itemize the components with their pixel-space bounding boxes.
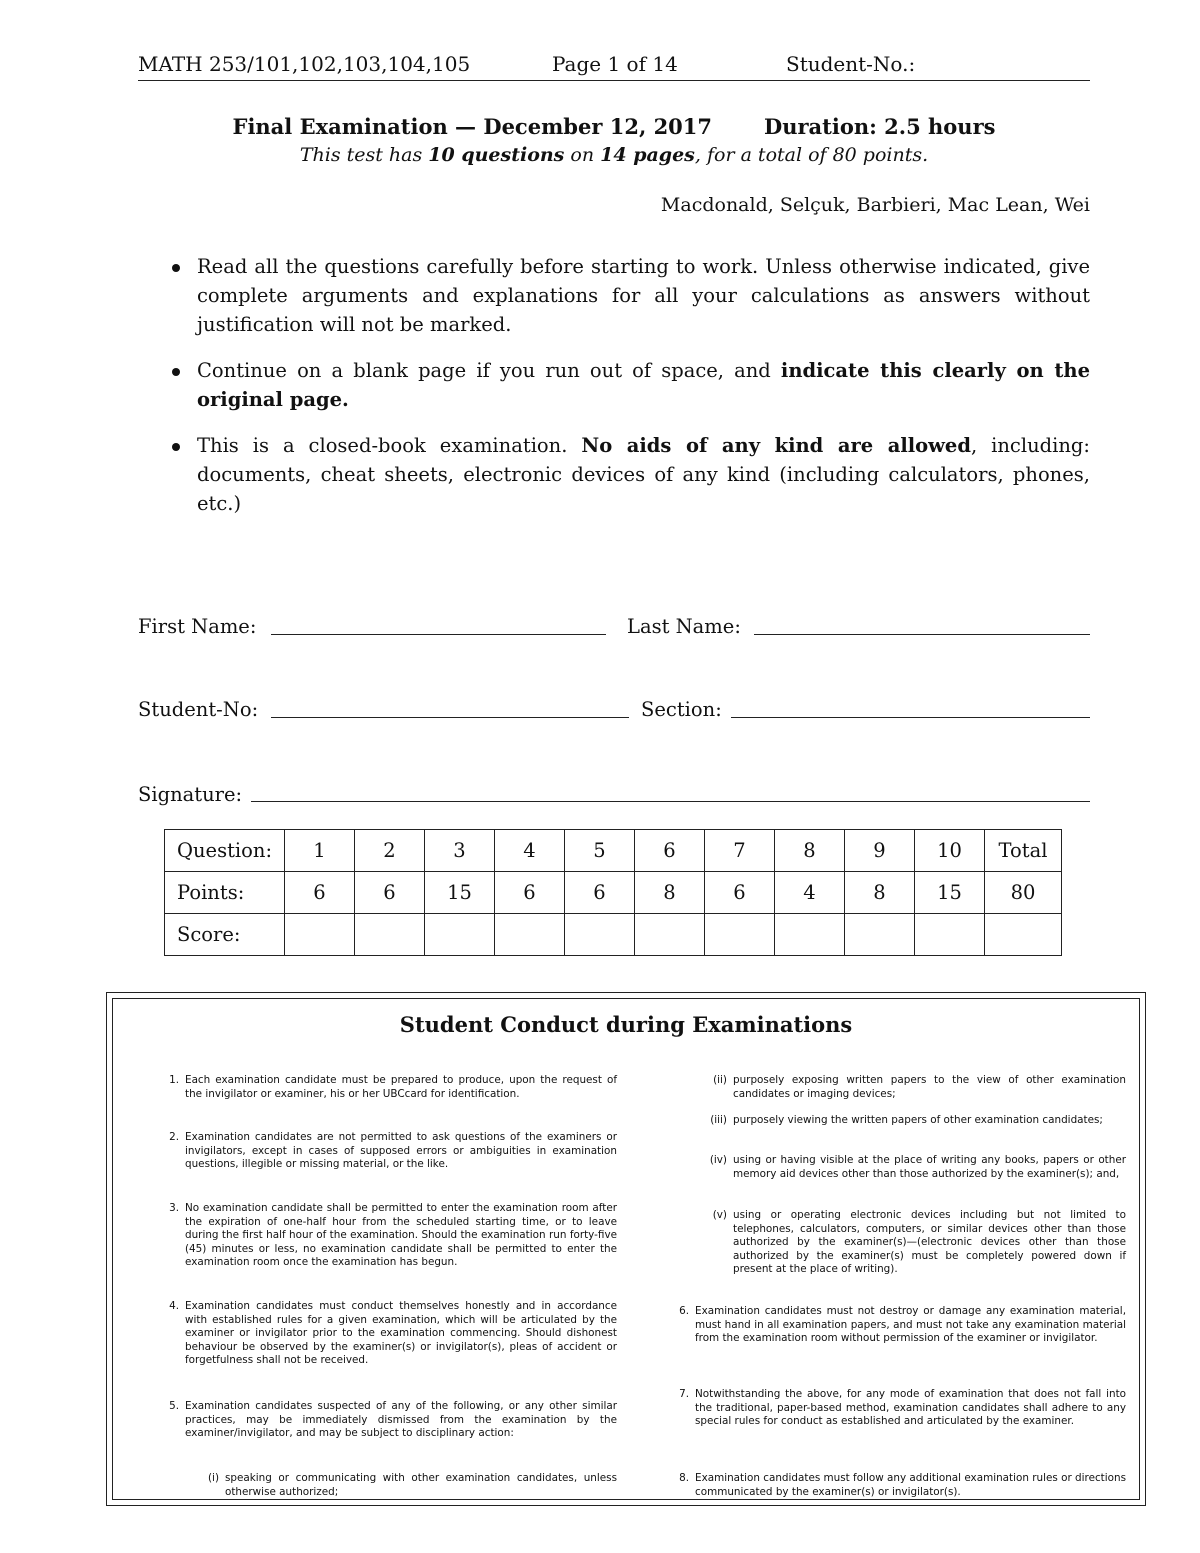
score-cell[interactable] [775,914,845,956]
rule-text: Examination candidates must follow any additional examination rules or directions communicated by the examiner(s) or invigilator(s). [695,1472,1126,1498]
signature-label: Signature: [138,783,243,806]
rule-text: Examination candidates suspected of any of the following, or any other similar practices, may be immediately dismissed from the examination by the examiner/invigilator, and may be subject to disciplinary action: [185,1400,617,1440]
rule-text: No examination candidate shall be permitted to enter the examination room after the expiration of one-half hour from the scheduled starting time, or to leave during the first half hour of the examination. Should the examination run forty-five (45) minutes or less, no examination candidate shall be permitted to enter the examination room once the examination has begun. [185,1202,617,1269]
rule-text: purposely exposing written papers to the view of other examination candidates or imaging devices; [733,1074,1126,1100]
conduct-rule [679,1472,1126,1499]
rule-number: 8. [679,1472,689,1484]
subrule-number: (v) [712,1209,727,1221]
subrule-number: (ii) [713,1074,727,1086]
instruction-text: Read all the questions carefully before starting to work. Unless otherwise indicated, give complete arguments and explanations for all your calculations as answers without justification will not be marked. [197,255,1090,336]
header-student-no-label: Student-No.: [786,52,916,76]
conduct-rule [679,1388,1126,1429]
question-cell: 5 [565,830,635,872]
subrule-number: (iv) [709,1154,727,1166]
bullet-icon [172,368,180,376]
points-cell: 8 [635,872,705,914]
points-cell: 6 [285,872,355,914]
instruction-text: Continue on a blank page if you run out of space, and [197,359,781,382]
conduct-rule [679,1305,1126,1346]
question-header: Question: [165,830,285,872]
table-row [165,872,1062,914]
points-header: Points: [165,872,285,914]
score-cell[interactable] [845,914,915,956]
question-cell: Total [985,830,1062,872]
question-cell: 10 [915,830,985,872]
score-cell[interactable] [565,914,635,956]
score-cell[interactable] [915,914,985,956]
exam-subtitle [0,144,1200,166]
score-cell[interactable] [985,914,1062,956]
instruction-text: , including: documents, cheat sheets, electronic devices of any kind (including calculators, phones, etc.) [197,434,1090,515]
points-cell: 6 [705,872,775,914]
rule-text: Examination candidates must conduct themselves honestly and in accordance with established rules for a given examination, which will be articulated by the examiner or invigilator prior to the examination commencing. Should dishonest behaviour be observed by the examiner(s) or invigilator(s), pleas of accident or forgetfulness shall not be received. [185,1300,617,1367]
question-cell: 4 [495,830,565,872]
conduct-rule [169,1074,617,1101]
question-cell: 2 [355,830,425,872]
instructors: Macdonald, Selçuk, Barbieri, Mac Lean, Wei [660,194,1090,216]
conduct-rule [169,1202,617,1270]
score-cell[interactable] [425,914,495,956]
rule-number: 5. [169,1400,179,1412]
question-cell: 6 [635,830,705,872]
instruction-emphasis: indicate this clearly on the original page. [197,359,1090,411]
points-cell: 6 [355,872,425,914]
points-cell: 4 [775,872,845,914]
question-cell: 8 [775,830,845,872]
rule-number: 6. [679,1305,689,1317]
points-table [164,829,1062,956]
first-name-field[interactable] [271,634,606,635]
points-cell: 6 [495,872,565,914]
rule-number: 4. [169,1300,179,1312]
instructions-list [170,252,1090,535]
exam-name: Final Examination — December 12, 2017 [232,114,713,139]
points-cell: 80 [985,872,1062,914]
conduct-subrule [208,1472,617,1499]
conduct-rule [169,1131,617,1172]
subrule-number: (iii) [710,1114,727,1126]
rule-text: Examination candidates are not permitted to ask questions of the examiners or invigilators, except in cases of supposed errors or ambiguities in examination questions, illegible or missing material, or the like. [185,1131,617,1171]
conduct-rule [169,1400,617,1441]
rule-text: Each examination candidate must be prepared to produce, upon the request of the invigilator or examiner, his or her UBCcard for identification. [185,1074,617,1100]
header-rule [138,80,1090,81]
page-number: Page 1 of 14 [552,52,678,76]
score-cell[interactable] [635,914,705,956]
conduct-rule [169,1300,617,1368]
student-no-label: Student-No: [138,698,259,721]
conduct-subrule [709,1154,1126,1181]
score-cell[interactable] [355,914,425,956]
conduct-subrule [712,1209,1126,1277]
subtitle-pages: 14 pages [600,144,695,166]
points-cell: 15 [425,872,495,914]
section-field[interactable] [731,717,1090,718]
exam-duration: Duration: 2.5 hours [764,114,996,139]
first-name-label: First Name: [138,615,257,638]
rule-number: 1. [169,1074,179,1086]
bullet-icon [172,443,180,451]
section-label: Section: [641,698,722,721]
score-cell[interactable] [495,914,565,956]
score-header: Score: [165,914,285,956]
instruction-item [170,431,1090,518]
student-no-field[interactable] [271,717,629,718]
instruction-item [170,252,1090,339]
subtitle-text: on [564,144,601,166]
instruction-emphasis: No aids of any kind are allowed [581,434,971,457]
rule-text: purposely viewing the written papers of other examination candidates; [733,1114,1103,1126]
rule-text: using or operating electronic devices including but not limited to telephones, calculators, computers, or similar devices other than those authorized by the examiner(s)—(electronic devices other than those authorized by the examiner(s) must be completely powered down if present at the place of writing). [733,1209,1126,1276]
question-cell: 1 [285,830,355,872]
subtitle-text: This test has [299,144,429,166]
question-cell: 7 [705,830,775,872]
points-cell: 15 [915,872,985,914]
rule-number: 3. [169,1202,179,1214]
subrule-number: (i) [208,1472,219,1484]
last-name-field[interactable] [754,634,1090,635]
subtitle-text: , for a total of 80 points. [694,144,929,166]
conduct-subrule [710,1114,1126,1128]
rule-text: Examination candidates must not destroy or damage any examination material, must hand in all examination papers, and must not take any examination material from the examination room without permission of the examiner or invigilator. [695,1305,1126,1345]
points-cell: 8 [845,872,915,914]
rule-text: Notwithstanding the above, for any mode of examination that does not fall into the traditional, paper-based method, examination candidates shall adhere to any special rules for conduct as established and articulated by the examiner. [695,1388,1126,1428]
rule-text: using or having visible at the place of writing any books, papers or other memory aid devices other than those authorized by the examiner(s); and, [733,1154,1126,1180]
score-cell[interactable] [705,914,775,956]
subtitle-questions: 10 questions [428,144,565,166]
instruction-item [170,356,1090,414]
bullet-icon [172,264,180,272]
course-code: MATH 253/101,102,103,104,105 [138,52,471,76]
table-row [165,914,1062,956]
table-row [165,830,1062,872]
rule-text: speaking or communicating with other examination candidates, unless otherwise authorized; [225,1472,617,1498]
instruction-text: This is a closed-book examination. [197,434,582,457]
rule-number: 2. [169,1131,179,1143]
score-cell[interactable] [285,914,355,956]
signature-field[interactable] [251,801,1090,802]
conduct-subrule [713,1074,1126,1101]
points-cell: 6 [565,872,635,914]
question-cell: 9 [845,830,915,872]
exam-title [0,114,1200,139]
conduct-title: Student Conduct during Examinations [399,1012,853,1037]
last-name-label: Last Name: [627,615,741,638]
rule-number: 7. [679,1388,689,1400]
question-cell: 3 [425,830,495,872]
